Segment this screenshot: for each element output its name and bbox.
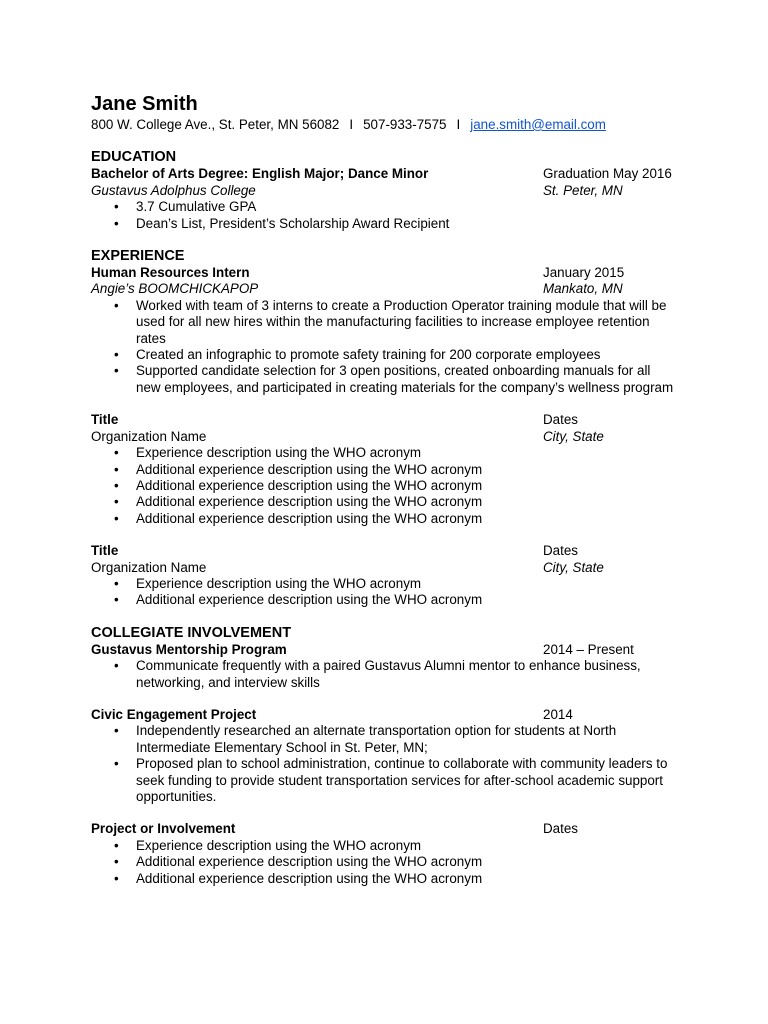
list-item: • Dean’s List, President’s Scholarship Award Recipient (91, 216, 676, 232)
entry-org: Organization Name (91, 559, 207, 575)
list-item: • Additional experience description using the WHO acronym (91, 511, 676, 527)
entry-title-row (91, 543, 691, 559)
experience-entry (91, 412, 691, 527)
involvement-entry (91, 821, 691, 887)
involvement-entry (91, 642, 691, 691)
education-degree-row (91, 166, 691, 182)
list-item: • Communicate frequently with a paired Gustavus Alumni mentor to enhance business, networking, and interview skills (91, 658, 676, 691)
list-item: • Supported candidate selection for 3 open positions, created onboarding manuals for all new employees, and participated in creating materials for the company’s wellness program (91, 363, 676, 396)
entry-org-row (91, 281, 691, 297)
email-link[interactable]: jane.smith@email.com (470, 117, 606, 132)
entry-title: Human Resources Intern (91, 265, 250, 281)
education-bullets (91, 199, 691, 232)
section-title-education: EDUCATION (91, 149, 177, 166)
entry-org-row (91, 560, 691, 576)
entry-title: Civic Engagement Project (91, 706, 257, 722)
list-item: • Experience description using the WHO acronym (91, 576, 676, 592)
list-item: • Additional experience description using the WHO acronym (91, 854, 676, 870)
list-item: • Independently researched an alternate transportation option for students at North Intermediate Elementary School in St. Peter, MN; (91, 723, 676, 756)
entry-date: January 2015 (543, 265, 625, 281)
entry-date: Dates (543, 821, 578, 837)
entry-bullets (91, 658, 691, 691)
address: 800 W. College Ave., St. Peter, MN 56082 (91, 117, 340, 132)
entry-title: Title (91, 412, 119, 428)
separator: I (349, 117, 354, 132)
entry-date: 2014 (543, 706, 573, 722)
list-item: • Worked with team of 3 interns to create a Production Operator training module that will be used for all new hires within the manufacturing facilities to increase employee retention rates (91, 298, 676, 347)
list-item: • Created an infographic to promote safety training for 200 corporate employees (91, 347, 676, 363)
entry-bullets (91, 445, 691, 527)
section-title-involvement: COLLEGIATE INVOLVEMENT (91, 624, 292, 641)
entry-org: Angie’s BOOMCHICKAPOP (91, 281, 259, 297)
graduation-date: Graduation May 2016 (543, 166, 672, 182)
entry-org: Organization Name (91, 428, 207, 444)
list-item: • Additional experience description using the WHO acronym (91, 462, 676, 478)
phone: 507-933-7575 (363, 117, 447, 132)
entry-location: Mankato, MN (543, 281, 623, 297)
entry-location: City, State (543, 559, 604, 575)
separator: I (456, 117, 461, 132)
list-item: • Additional experience description using the WHO acronym (91, 592, 676, 608)
entry-title: Gustavus Mentorship Program (91, 641, 287, 657)
entry-title-row (91, 412, 691, 428)
entry-title: Project or Involvement (91, 821, 236, 837)
involvement-entry (91, 707, 691, 805)
list-item: • Experience description using the WHO acronym (91, 838, 676, 854)
entry-bullets (91, 838, 691, 887)
entry-date: Dates (543, 412, 578, 428)
entry-title-row (91, 265, 691, 281)
school-location: St. Peter, MN (543, 182, 623, 198)
entry-title: Title (91, 543, 119, 559)
resume-name: Jane Smith (91, 93, 198, 115)
entry-location: City, State (543, 428, 604, 444)
list-item: • 3.7 Cumulative GPA (91, 199, 676, 215)
resume-page (91, 93, 691, 887)
school: Gustavus Adolphus College (91, 182, 256, 198)
list-item: • Experience description using the WHO acronym (91, 445, 676, 461)
entry-title-row (91, 642, 691, 658)
entry-bullets (91, 723, 691, 805)
entry-date: Dates (543, 543, 578, 559)
experience-entry (91, 543, 691, 609)
entry-title-row (91, 821, 691, 837)
list-item: • Proposed plan to school administration, continue to collaborate with community leaders to seek funding to provide student transportation services for after-school academic support opportunities. (91, 756, 676, 805)
list-item: • Additional experience description using the WHO acronym (91, 871, 676, 887)
section-title-experience: EXPERIENCE (91, 248, 185, 265)
entry-bullets (91, 298, 691, 396)
contact-line (91, 117, 691, 133)
list-item: • Additional experience description using the WHO acronym (91, 478, 676, 494)
experience-entry (91, 265, 691, 396)
degree: Bachelor of Arts Degree: English Major; Dance Minor (91, 166, 429, 182)
entry-bullets (91, 576, 691, 609)
list-item: • Additional experience description using the WHO acronym (91, 494, 676, 510)
entry-date: 2014 – Present (543, 641, 634, 657)
entry-title-row (91, 707, 691, 723)
education-school-row (91, 183, 691, 199)
entry-org-row (91, 429, 691, 445)
